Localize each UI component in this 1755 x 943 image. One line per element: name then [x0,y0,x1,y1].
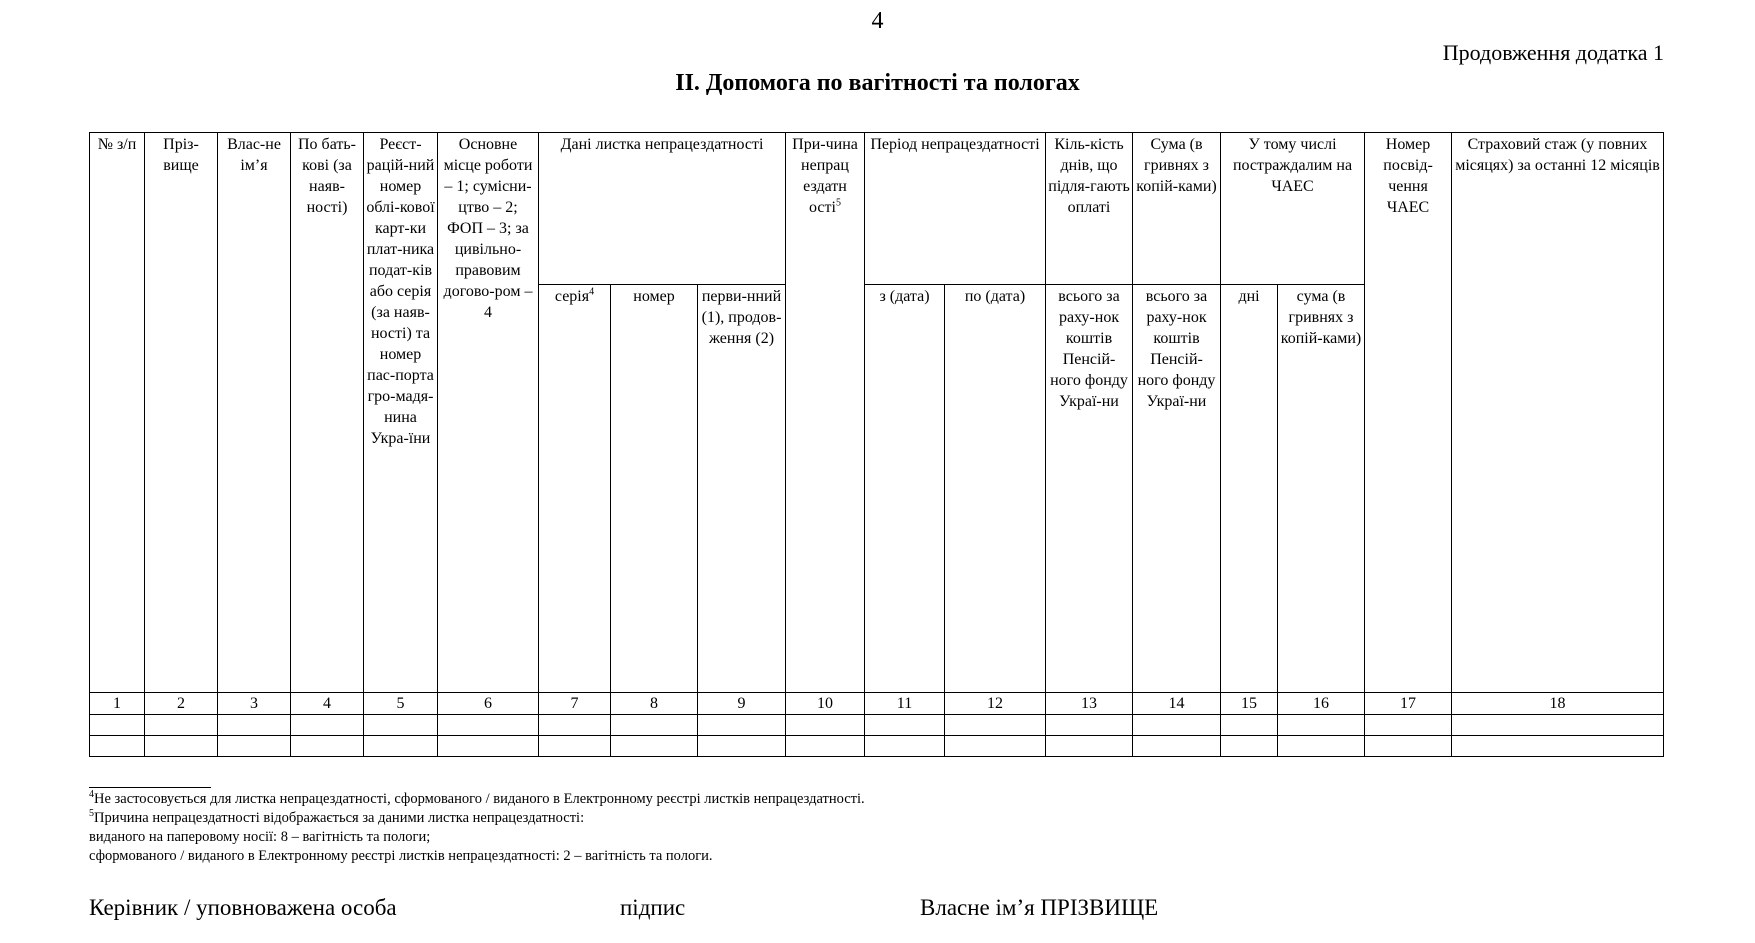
col-number: 17 [1365,693,1452,715]
table-cell[interactable] [698,715,786,736]
table-cell[interactable] [291,736,364,757]
col-number: 8 [611,693,698,715]
col-number: 18 [1452,693,1664,715]
table-cell[interactable] [1278,736,1365,757]
footnote-5-paper: виданого на паперовому носії: 8 – вагітність та пологи; [89,829,431,845]
table-cell[interactable] [611,736,698,757]
col-number: 6 [438,693,539,715]
header-series-text: серія [554,288,590,305]
col-number: 4 [291,693,364,715]
footnotes [89,790,865,866]
table-cell[interactable] [945,715,1046,736]
table-cell[interactable] [539,715,611,736]
table-cell[interactable] [438,715,539,736]
table-cell[interactable] [865,715,945,736]
footnote-5-text: Причина непрацездатності відображається за даними листка непрацездатності: [94,810,585,826]
header-chaes-days: дні [1221,285,1278,693]
header-insurance-record: Страховий стаж (у повних місяцях) за останні 12 місяців [1452,133,1664,693]
table-cell[interactable] [1365,736,1452,757]
header-workplace: Основне місце роботи – 1; сумісни-цтво – 2; ФОП – 3; за цивільно-правовим догово-ром – 4 [438,133,539,693]
header-date-to: по (дата) [945,285,1046,693]
header-registration-number: Реєст-рацій-ний номер облі-кової карт-ки плат-ника подат-ків або серія (за наяв-ності) та номер пас-порта гро-мадя-нина Укра-їни [364,133,438,693]
header-number: номер [611,285,698,693]
header-reason [786,133,865,693]
table-cell[interactable] [1133,715,1221,736]
continuation-label: Продовження додатка 1 [1442,40,1664,65]
header-patronymic: По бать-кові (за наяв-ності) [291,133,364,693]
col-number: 2 [145,693,218,715]
table-cell[interactable] [1133,736,1221,757]
footnote-mark-4: 4 [89,789,94,801]
column-number-row [90,693,1664,715]
col-number: 14 [1133,693,1221,715]
header-chaes: У тому числі постраждалим на ЧАЕС [1221,133,1365,285]
table-cell[interactable] [786,736,865,757]
table-cell[interactable] [865,736,945,757]
col-number: 16 [1278,693,1365,715]
col-number: 7 [539,693,611,715]
signature-sign: підпис [620,895,686,920]
col-number: 12 [945,693,1046,715]
col-number: 11 [865,693,945,715]
col-number: 9 [698,693,786,715]
header-reason-text: При-чина непрац ездатн ості [792,136,858,216]
col-number: 15 [1221,693,1278,715]
table-cell[interactable] [786,715,865,736]
col-number: 5 [364,693,438,715]
footnote-divider [89,787,211,788]
footnote-4-text: Не застосовується для листка непрацездатності, сформованого / виданого в Електронному реєстрі листків непрацездатності. [94,791,865,807]
table-cell[interactable] [1452,715,1664,736]
footnote-4 [89,790,865,809]
col-number: 13 [1046,693,1133,715]
header-num: № з/п [90,133,145,693]
table-cell[interactable] [90,715,145,736]
table-cell[interactable] [1221,736,1278,757]
table-cell[interactable] [1221,715,1278,736]
table-cell[interactable] [438,736,539,757]
table-cell[interactable] [364,736,438,757]
col-number: 1 [90,693,145,715]
header-name: Влас-не ім’я [218,133,291,693]
table-cell[interactable] [611,715,698,736]
footnote-5 [89,809,865,828]
table-cell[interactable] [1046,715,1133,736]
header-sum-total: всього за раху-нок коштів Пенсій-ного фонду Украї-ни [1133,285,1221,693]
table-cell[interactable] [218,736,291,757]
col-number: 10 [786,693,865,715]
col-number: 3 [218,693,291,715]
table-cell[interactable] [90,736,145,757]
table-row [90,715,1664,736]
footnote-ref-5: 5 [835,197,841,209]
table-cell[interactable] [1452,736,1664,757]
header-series [539,285,611,693]
table-cell[interactable] [291,715,364,736]
header-date-from: з (дата) [865,285,945,693]
header-surname: Пріз-вище [145,133,218,693]
footnote-mark-5: 5 [89,808,94,820]
table-cell[interactable] [364,715,438,736]
header-primary: перви-нний (1), продов-ження (2) [698,285,786,693]
page-number: 4 [871,8,884,34]
header-chaes-certificate: Номер посвід-чення ЧАЕС [1365,133,1452,693]
table-cell[interactable] [145,715,218,736]
benefit-table [89,132,1664,757]
table-cell[interactable] [698,736,786,757]
table-cell[interactable] [145,736,218,757]
signature-name: Власне ім’я ПРІЗВИЩЕ [920,895,1159,920]
header-period: Період непрацездатності [865,133,1046,285]
signature-role: Керівник / уповноважена особа [89,895,397,920]
header-days-total: всього за раху-нок коштів Пенсій-ного фонду Украї-ни [1046,285,1133,693]
table-cell[interactable] [218,715,291,736]
header-sick-leave: Дані листка непрацездатності [539,133,786,285]
header-chaes-sum: сума (в гривнях з копій-ками) [1278,285,1365,693]
table-cell[interactable] [1046,736,1133,757]
table-cell[interactable] [1278,715,1365,736]
header-sum: Сума (в гривнях з копій-ками) [1133,133,1221,285]
header-days: Кіль-кість днів, що підля-гають оплаті [1046,133,1133,285]
table-cell[interactable] [945,736,1046,757]
footnote-5-electronic: сформованого / виданого в Електронному реєстрі листків непрацездатності: 2 – вагітність та пологи. [89,848,713,864]
footnote-ref-4: 4 [589,286,595,298]
section-title: ІІ. Допомога по вагітності та пологах [675,70,1080,96]
table-cell[interactable] [1365,715,1452,736]
table-cell[interactable] [539,736,611,757]
table-row [90,736,1664,757]
